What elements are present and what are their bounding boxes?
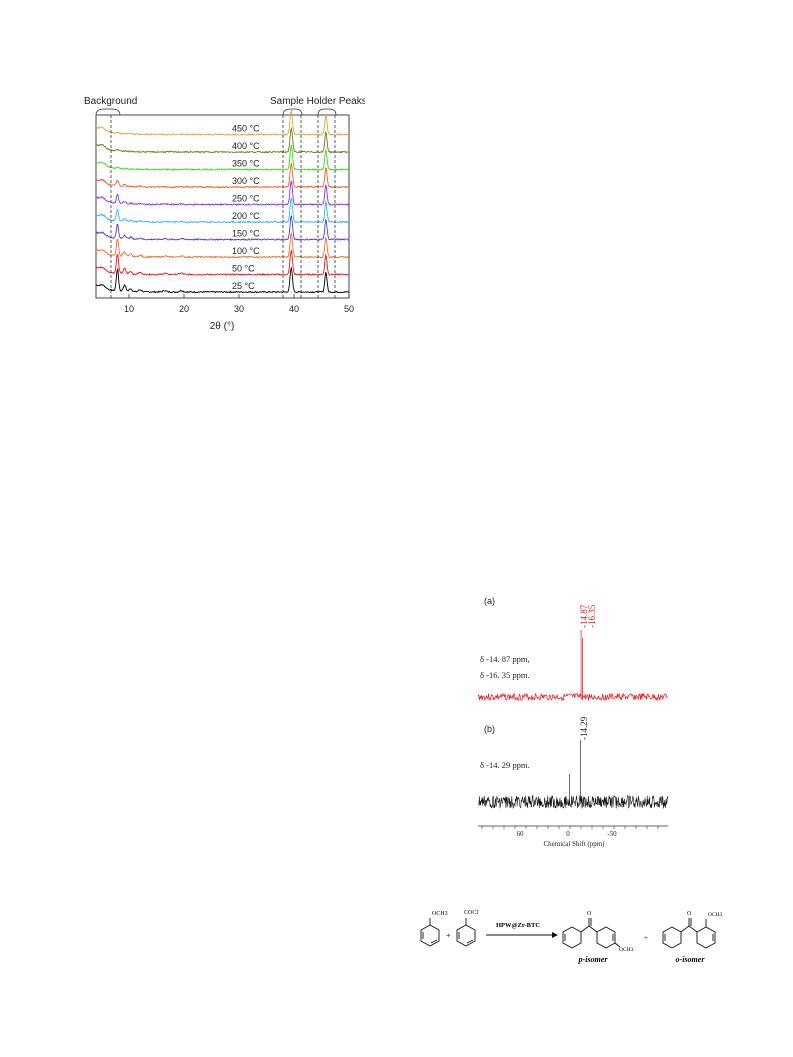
reaction-scheme: [412, 900, 752, 980]
xrd-trace-400c: [96, 129, 349, 153]
plus-sign-2: +: [644, 934, 648, 942]
xrd-tick-label: 20: [178, 304, 190, 314]
nmr-chart: [474, 590, 674, 850]
xrd-series-label: 300 °C: [232, 176, 260, 186]
benzoyl-chloride-structure: [457, 918, 475, 946]
xrd-series-label: 50 °C: [232, 263, 255, 274]
nmr-x-axis-label: Chemical Shift (ppm): [543, 840, 605, 848]
panel-a-tag: (a): [484, 596, 495, 606]
anisole-substituent: OCH3: [432, 911, 448, 917]
holder-bracket-2: [318, 109, 336, 115]
o-isomer-substituent: OCH3: [708, 912, 723, 918]
xrd-series-label: 100 °C: [232, 246, 260, 256]
anisole-structure: [421, 918, 439, 946]
xrd-trace-100c: [96, 234, 349, 258]
catalyst-label: HPW@Zr-BTC: [495, 922, 541, 929]
xrd-traces: [96, 110, 349, 292]
xrd-trace-25c: [96, 268, 349, 292]
o-isomer-label: o-isomer: [675, 955, 705, 964]
xrd-figure: [80, 90, 365, 335]
background-bracket: [96, 109, 120, 115]
nmr-note-a2: δ -16. 35 ppm.: [480, 670, 530, 680]
arrow-head: [552, 932, 558, 938]
xrd-series-label: 150 °C: [232, 228, 260, 239]
xrd-trace-350c: [96, 145, 349, 170]
sample-holder-label: Sample Holder Peaks: [270, 96, 365, 107]
xrd-x-ticks: [124, 294, 354, 314]
nmr-figure: [474, 590, 674, 850]
xrd-series-label: 400 °C: [232, 141, 260, 151]
nmr-spectrum-b: [478, 740, 668, 809]
p-isomer-substituent: OCH3: [619, 947, 634, 953]
background-label: Background: [84, 96, 138, 107]
xrd-plot-frame: [96, 115, 349, 298]
xrd-tick-label: 10: [123, 304, 135, 314]
xrd-x-axis-label: 2θ (°): [209, 321, 235, 332]
p-isomer-label: p-isomer: [578, 955, 608, 964]
nmr-minor-ticks: [482, 826, 658, 829]
nmr-spectrum-a: [478, 630, 668, 701]
peak-a2-label: -16.35: [587, 604, 597, 628]
xrd-trace-250c: [96, 181, 349, 205]
xrd-trace-50c: [96, 250, 349, 275]
xrd-series-label: 350 °C: [232, 158, 260, 169]
xrd-trace-450c: [96, 110, 349, 135]
o-isomer-oxygen: O: [687, 911, 692, 917]
nmr-tick-0: 0: [566, 830, 570, 838]
panel-b-tag: (b): [484, 724, 495, 734]
xrd-tick-label: 40: [288, 304, 300, 314]
xrd-tick-label: 50: [343, 304, 355, 314]
xrd-trace-300c: [96, 163, 349, 187]
xrd-series-label: 450 °C: [232, 123, 260, 134]
p-isomer-oxygen: O: [587, 911, 592, 917]
xrd-tick-label: 30: [233, 304, 245, 314]
nmr-note-b: δ -14. 29 ppm.: [480, 760, 530, 770]
plus-sign-1: +: [446, 931, 451, 940]
reaction-svg: [412, 900, 752, 980]
holder-bracket-1: [283, 109, 302, 115]
nmr-tick-minus50: -50: [607, 830, 617, 838]
benzoyl-substituent: COCl: [464, 910, 479, 916]
o-isomer-structure: [663, 918, 715, 948]
xrd-series-label: 200 °C: [232, 211, 260, 221]
p-isomer-structure: [563, 918, 620, 948]
xrd-series-labels: [232, 124, 260, 292]
xrd-trace-200c: [96, 198, 349, 223]
xrd-trace-150c: [96, 216, 349, 241]
peak-a1-label: -14.87: [579, 604, 589, 628]
xrd-chart: [80, 90, 365, 335]
xrd-series-label: 25 °C: [232, 281, 255, 291]
xrd-series-label: 250 °C: [232, 193, 260, 204]
nmr-tick-60: 60: [516, 830, 524, 838]
nmr-note-a1: δ -14. 87 ppm,: [480, 654, 530, 664]
peak-b-label: -14.29: [579, 716, 589, 740]
